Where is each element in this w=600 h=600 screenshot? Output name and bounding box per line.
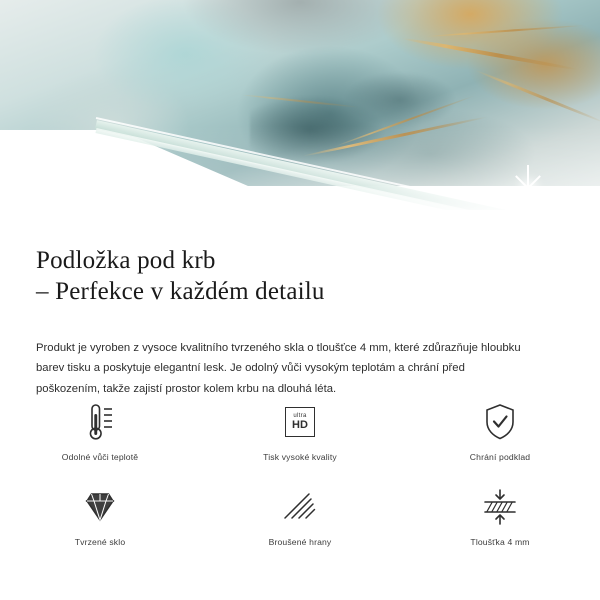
feature-label: Tloušťka 4 mm [470,537,530,547]
diamond-icon [81,485,119,529]
description-paragraph: Produkt je vyroben z vysoce kvalitního tvrzeného skla o tloušťce 4 mm, které zdůrazňuje hloubku barev tisku a poskytuje elegantní lesk. Je odolný vůči vysokým teplotám a chrání před poškozením, takže zajistí prostor kolem krbu na dlouhá léta. [36,341,521,395]
feature-tempered-glass [0,475,200,560]
feature-label: Odolné vůči teplotě [61,452,139,462]
badge-bottom-text: HD [292,419,308,431]
thickness-arrows-icon [480,485,520,529]
ultra-hd-badge-icon [285,400,315,444]
feature-label: Chrání podklad [469,452,531,462]
feature-label: Broušené hrany [268,537,332,547]
badge-top-text: ultra [293,413,307,419]
feature-protects-surface [400,390,600,475]
feature-thickness [400,475,600,560]
polished-edges-icon [281,485,319,529]
sparkle-icon [498,158,558,210]
thermometer-icon [83,400,117,444]
page-title [0,227,600,307]
hero-image [0,0,600,210]
shield-check-icon [483,400,517,444]
content-block [0,210,600,410]
feature-print-quality [200,390,400,475]
feature-label: Tisk vysoké kvality [263,452,337,462]
feature-grid [0,390,600,560]
feature-heat-resistant [0,390,200,475]
title-line-2: – Perfekce v každém detailu [36,277,325,305]
feature-polished-edges [200,475,400,560]
feature-label: Tvrzené sklo [74,537,126,547]
title-line-1: Podložka pod krb [36,246,216,274]
